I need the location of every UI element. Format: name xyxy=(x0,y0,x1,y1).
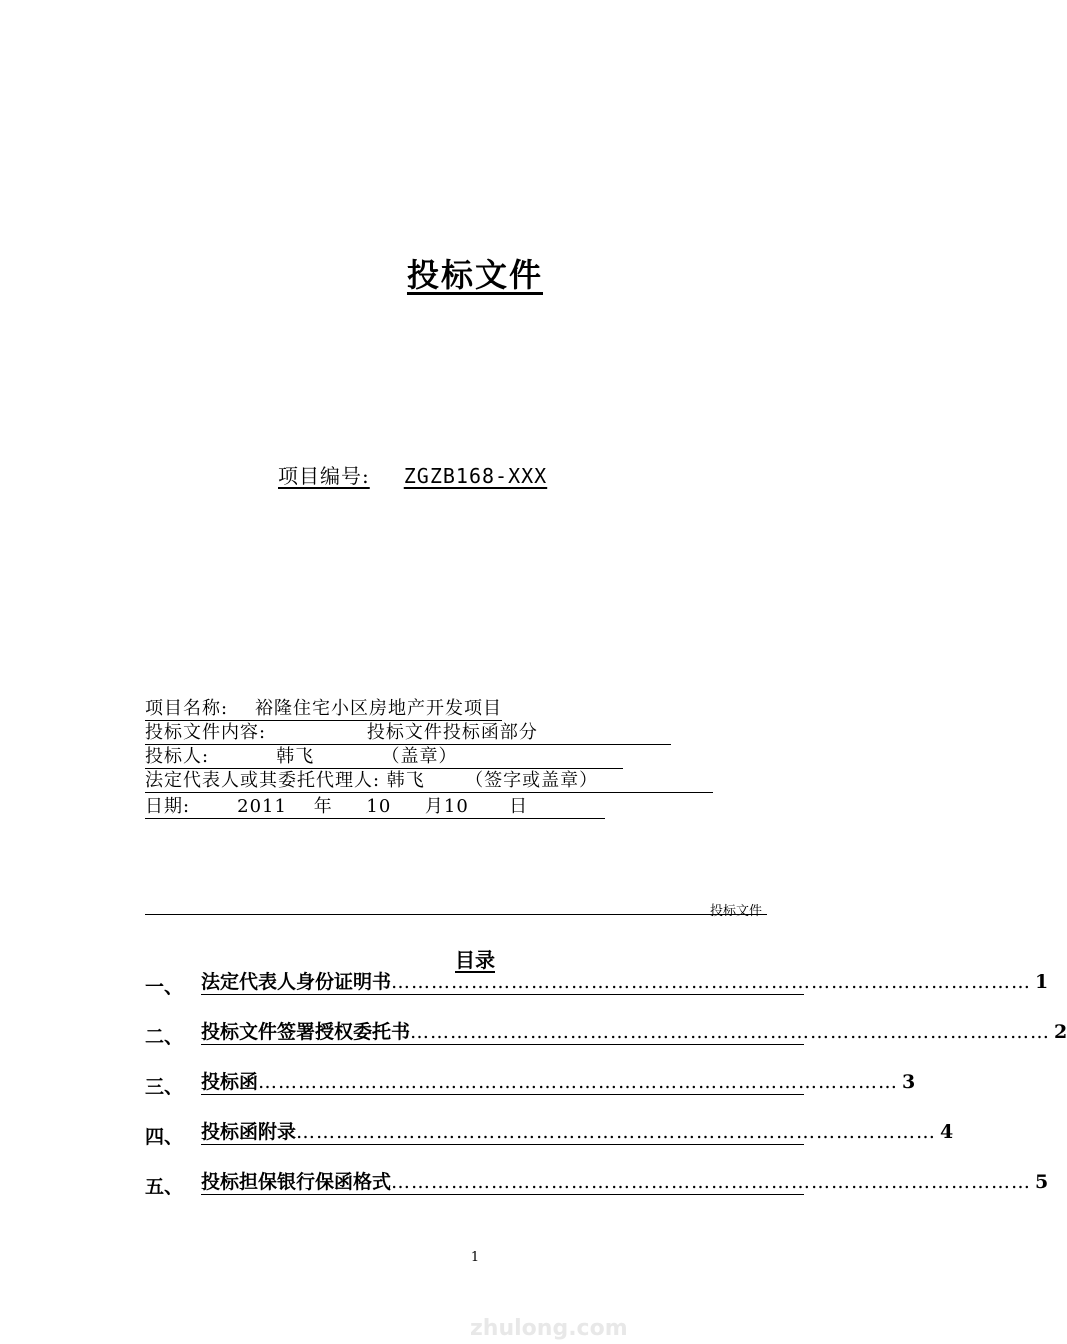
toc-entry-2[interactable] xyxy=(201,1020,1067,1045)
project-number xyxy=(278,460,547,489)
toc-page-number: 1 xyxy=(1035,971,1049,993)
toc-entry-3[interactable] xyxy=(201,1070,916,1095)
toc-number: 三、 xyxy=(145,1076,184,1098)
project-name-line: 项目名称: 裕隆住宅小区房地产开发项目 xyxy=(145,698,502,719)
toc-entry-label: 投标函 xyxy=(201,1071,259,1093)
toc-entry-label: 投标文件签署授权委托书 xyxy=(201,1021,411,1043)
toc-page-number: 5 xyxy=(1035,1171,1049,1193)
toc-entry-5[interactable] xyxy=(201,1170,1049,1195)
toc-number: 二、 xyxy=(145,1026,184,1048)
watermark: zhulong.com xyxy=(470,1316,628,1341)
bidder-line: 投标人: 韩飞 （盖章） xyxy=(145,746,623,769)
page-header-text: 投标文件 xyxy=(710,904,763,919)
toc-entry-4[interactable] xyxy=(201,1120,954,1145)
toc-number: 一、 xyxy=(145,976,184,998)
toc-entry-label: 法定代表人身份证明书 xyxy=(201,971,392,993)
toc-leader-dots: …………………………………………………………………………………… xyxy=(391,971,1032,993)
bid-content-line: 投标文件内容: 投标文件投标函部分 xyxy=(145,722,671,745)
toc-entry-label: 投标担保银行保函格式 xyxy=(201,1171,392,1193)
page-number: 1 xyxy=(470,1250,480,1265)
toc-leader-dots: …………………………………………………………………………………… xyxy=(258,1071,899,1093)
toc-title: 目录 xyxy=(455,948,495,972)
toc-entry-label: 投标函附录 xyxy=(201,1121,297,1143)
project-number-value: ZGZB168-XXX xyxy=(403,464,548,488)
representative-line: 法定代表人或其委托代理人: 韩飞 （签字或盖章） xyxy=(145,770,713,793)
toc-entry-1[interactable] xyxy=(201,970,1049,995)
project-number-label: 项目编号: xyxy=(278,464,370,488)
toc-page-number: 4 xyxy=(940,1121,954,1143)
date-line: 日期: 2011 年 10 月10 日 xyxy=(145,796,605,819)
toc-leader-dots: …………………………………………………………………………………… xyxy=(391,1171,1032,1193)
page-header-divider xyxy=(145,914,767,915)
toc-leader-dots: …………………………………………………………………………………… xyxy=(410,1021,1051,1043)
toc-number: 四、 xyxy=(145,1126,184,1148)
toc-leader-dots: …………………………………………………………………………………… xyxy=(296,1121,937,1143)
toc-page-number: 2 xyxy=(1054,1021,1067,1043)
toc-page-number: 3 xyxy=(902,1071,916,1093)
document-title: 投标文件 xyxy=(406,256,543,294)
toc-number: 五、 xyxy=(145,1176,184,1198)
